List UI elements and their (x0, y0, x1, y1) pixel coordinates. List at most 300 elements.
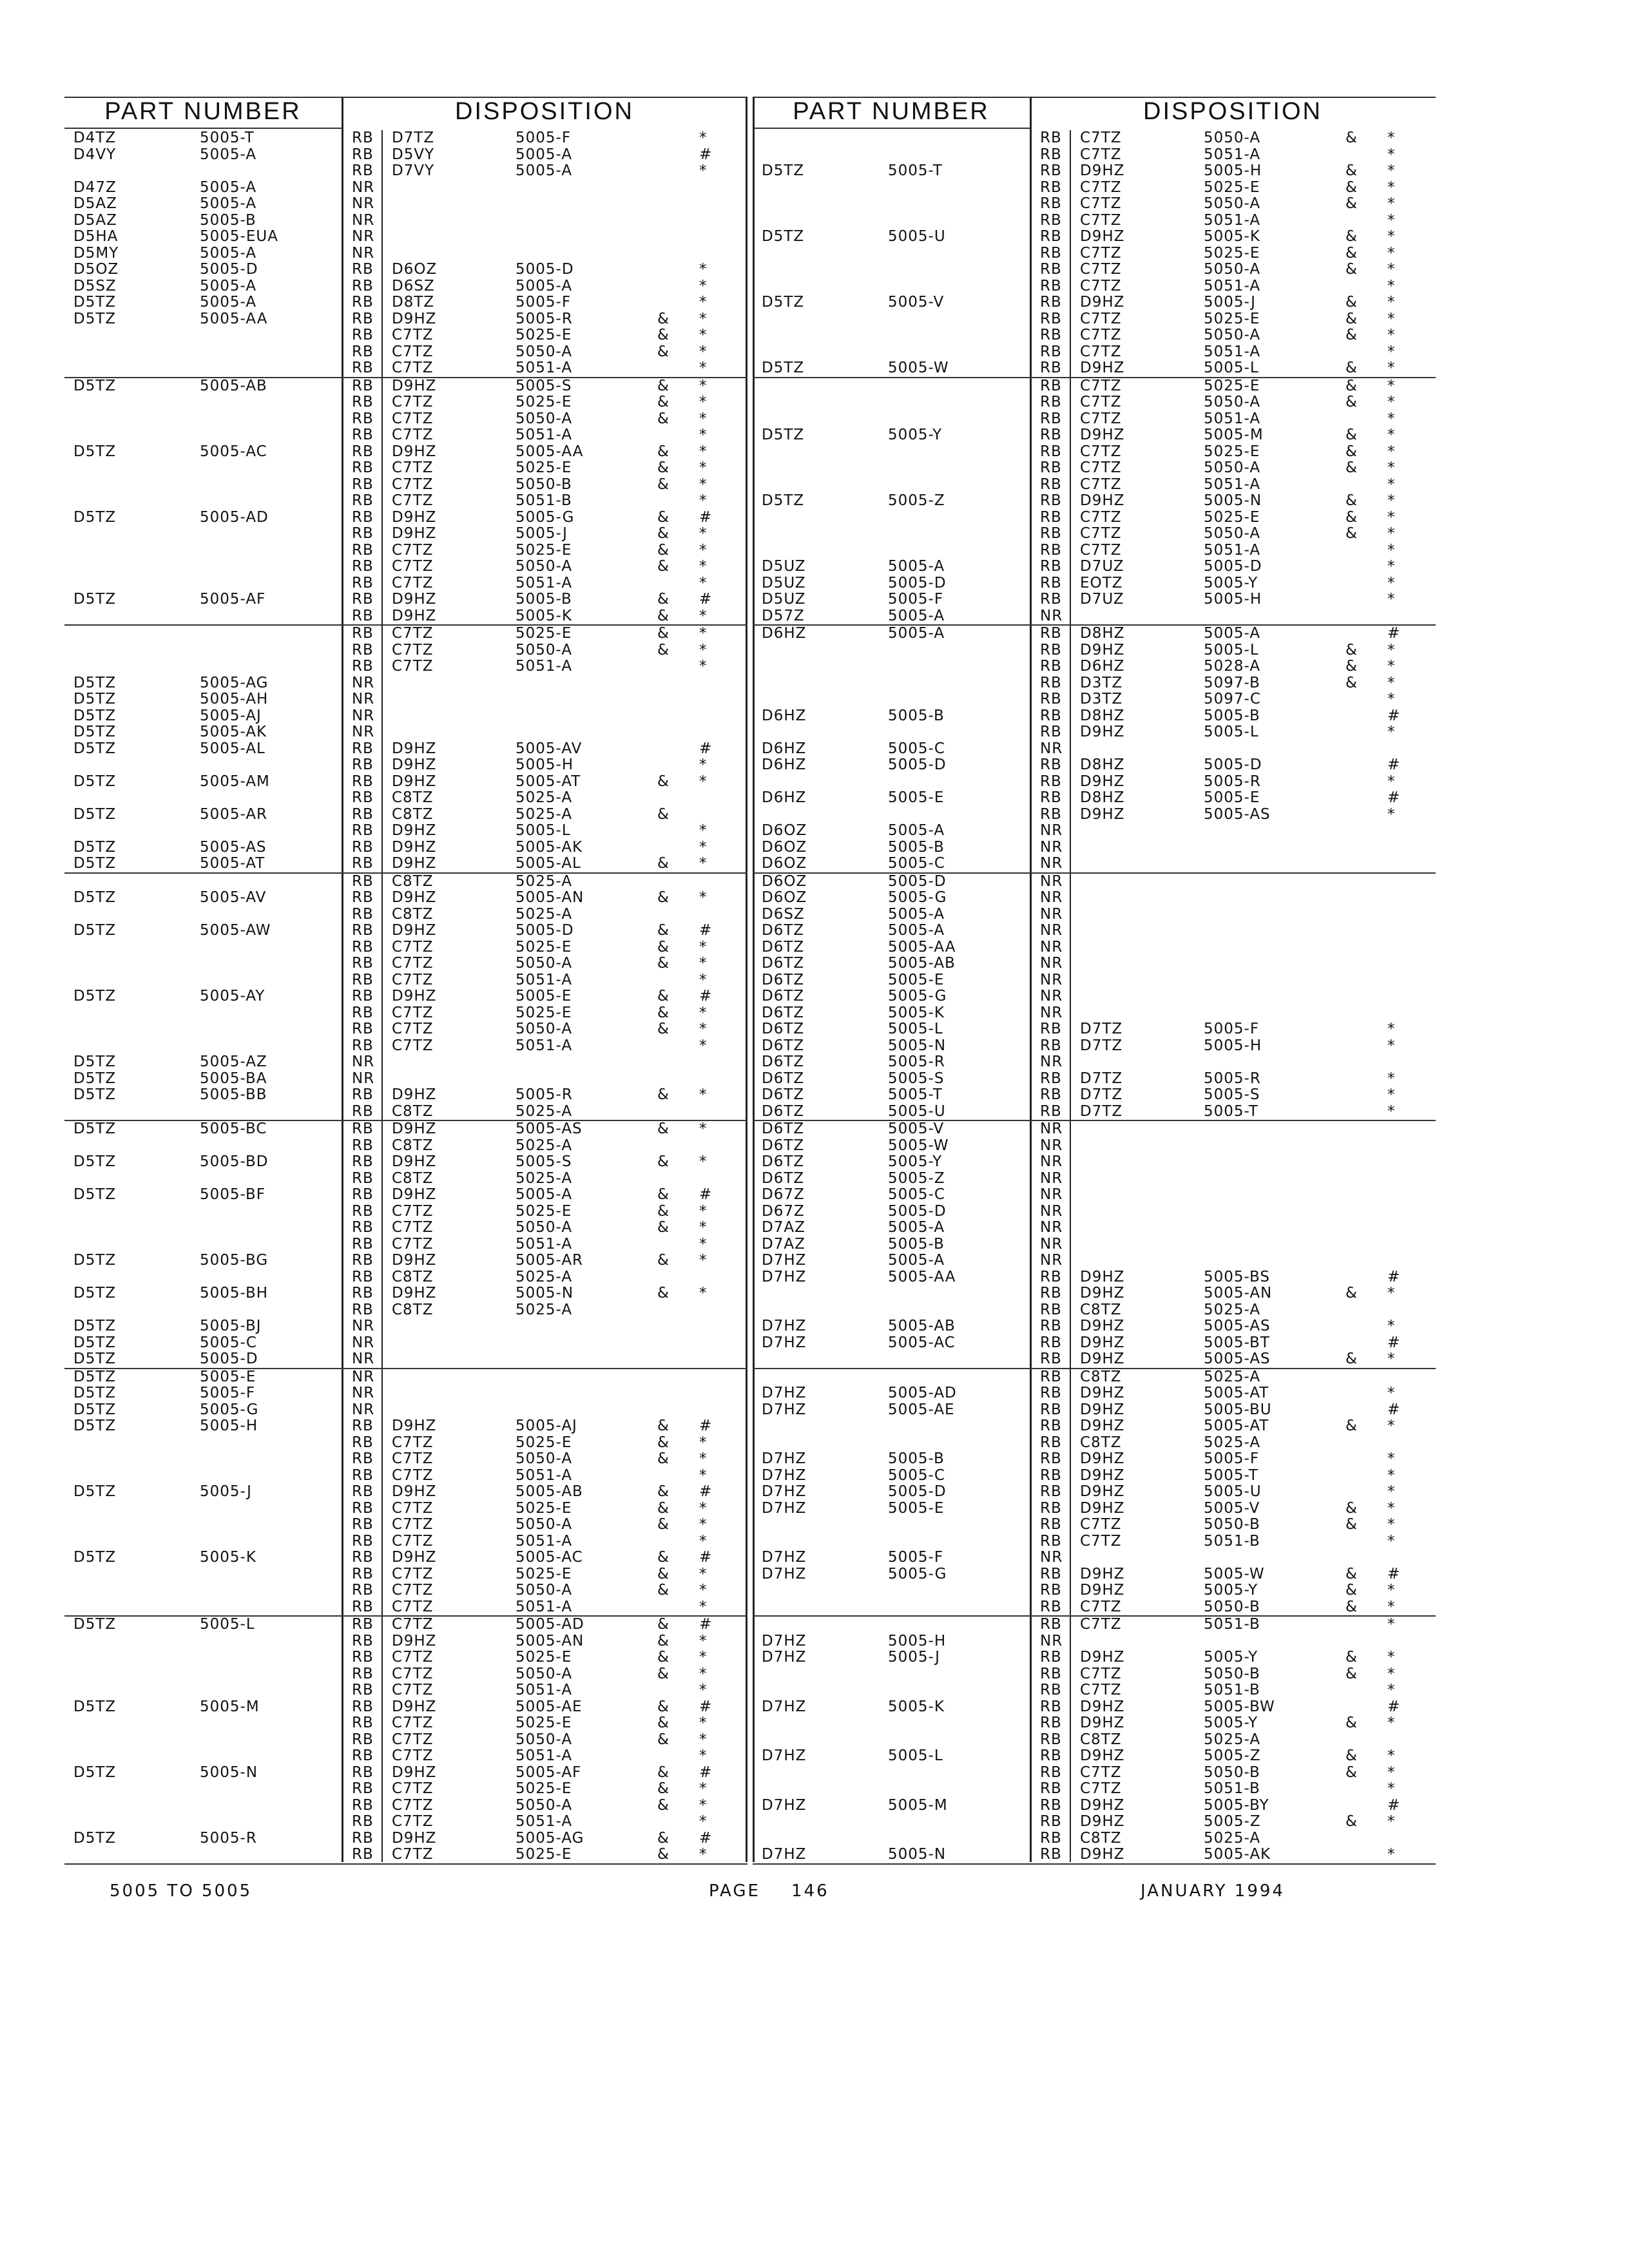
part-number-cell: 5005-A (888, 822, 945, 839)
disposition-code-cell: RB (352, 1252, 374, 1269)
model-cell: D5UZ (762, 558, 806, 575)
disposition-code-cell: RB (352, 1102, 374, 1120)
disposition-code-cell: RB (352, 1202, 374, 1220)
marker-cell: * (699, 855, 708, 872)
marker-cell: # (699, 1418, 713, 1434)
part-number-cell: 5005-AB (888, 1318, 956, 1334)
disposition-code-cell: NR (352, 1385, 375, 1401)
replacement-model-cell: C7TZ (392, 658, 434, 675)
replacement-model-cell: C7TZ (1080, 410, 1122, 427)
replacement-model-cell: D9HZ (1080, 228, 1125, 245)
replacement-part-cell: 5051-A (516, 360, 573, 376)
replacement-model-cell: D9HZ (392, 1285, 437, 1302)
part-number-cell: 5005-D (888, 1202, 947, 1220)
replacement-part-cell: 5005-M (1204, 427, 1264, 443)
part-number-cell: 5005-AM (200, 773, 270, 790)
disposition-code-cell: RB (352, 1021, 374, 1037)
replacement-model-cell: C8TZ (1080, 1434, 1122, 1451)
disposition-code-cell: RB (352, 591, 374, 608)
ampersand-flag-cell: & (1345, 394, 1358, 410)
table-row (64, 294, 747, 311)
replacement-model-cell: C7TZ (1080, 195, 1122, 212)
replacement-model-cell: D9HZ (392, 310, 437, 327)
disposition-code-cell: RB (352, 327, 374, 343)
replacement-part-cell: 5097-C (1204, 691, 1261, 707)
replacement-model-cell: C7TZ (392, 1235, 434, 1253)
part-number-cell: 5005-AS (200, 838, 267, 856)
marker-cell: * (699, 476, 708, 493)
replacement-model-cell: C7TZ (1080, 244, 1122, 262)
disposition-code-cell: RB (1040, 1682, 1062, 1698)
marker-cell: * (1387, 773, 1396, 790)
replacement-model-cell: D9HZ (392, 773, 437, 790)
disposition-code-cell: RB (352, 922, 374, 939)
part-number-cell: 5005-AT (200, 855, 265, 872)
replacement-part-cell: 5005-H (1204, 1037, 1262, 1054)
marker-cell: * (1387, 146, 1396, 163)
replacement-part-cell: 5025-E (1204, 178, 1260, 196)
disposition-code-cell: NR (352, 707, 375, 724)
ampersand-flag-cell: & (657, 443, 670, 460)
disposition-code-cell: NR (352, 1368, 375, 1385)
table-row (753, 1385, 1436, 1402)
replacement-part-cell: 5025-A (516, 872, 573, 890)
table-row (753, 1220, 1436, 1236)
table-row (753, 444, 1436, 461)
model-cell: D6OZ (762, 872, 807, 890)
replacement-model-cell: D8TZ (392, 294, 435, 311)
disposition-code-cell: RB (1040, 1334, 1062, 1351)
replacement-model-cell: C7TZ (392, 938, 434, 956)
table-row (64, 559, 747, 575)
table-row (753, 130, 1436, 147)
table-row (64, 262, 747, 278)
part-number-cell: 5005-K (888, 1698, 945, 1715)
table-row (753, 1204, 1436, 1220)
replacement-part-cell: 5005-D (516, 922, 574, 939)
replacement-model-cell: C8TZ (392, 1268, 434, 1285)
part-number-cell: 5005-Z (888, 1169, 945, 1187)
model-cell: D7HZ (762, 1252, 807, 1269)
replacement-part-cell: 5005-A (516, 146, 573, 163)
replacement-model-cell: C7TZ (1080, 394, 1122, 410)
disposition-code-cell: RB (1040, 1285, 1062, 1302)
model-cell: D5TZ (73, 1070, 117, 1087)
part-number-cell: 5005-L (888, 1747, 943, 1764)
marker-cell: # (699, 1616, 713, 1633)
part-number-header: PART NUMBER (104, 98, 302, 125)
table-row (753, 278, 1436, 295)
table-row (753, 856, 1436, 874)
model-cell: D6TZ (762, 922, 805, 939)
marker-cell: * (699, 410, 708, 427)
replacement-model-cell: C8TZ (392, 1137, 434, 1154)
disposition-code-cell: RB (352, 427, 374, 443)
model-cell: D6SZ (762, 905, 805, 923)
left-rows (64, 130, 747, 1865)
part-number-header: PART NUMBER (793, 98, 990, 125)
marker-cell: * (1387, 427, 1396, 443)
part-number-cell: 5005-U (888, 1102, 946, 1120)
table-row (753, 1699, 1436, 1716)
disposition-code-cell: RB (352, 1219, 374, 1236)
marker-cell: * (1387, 492, 1396, 509)
part-number-cell: 5005-AL (200, 740, 265, 757)
replacement-model-cell: C8TZ (1080, 1829, 1122, 1847)
disposition-code-cell: RB (352, 443, 374, 460)
model-cell: D5TZ (73, 508, 117, 526)
replacement-part-cell: 5005-AA (516, 443, 584, 460)
marker-cell: # (1387, 1401, 1401, 1418)
marker-cell: * (1387, 1285, 1396, 1302)
disposition-code-cell: RB (352, 756, 374, 773)
marker-cell: * (1387, 1665, 1396, 1682)
replacement-model-cell: D9HZ (392, 1483, 437, 1500)
table-row (64, 741, 747, 758)
part-number-cell: 5005-M (888, 1796, 948, 1814)
marker-cell: * (1387, 394, 1396, 410)
replacement-part-cell: 5005-AK (516, 838, 583, 856)
model-cell: D5TZ (73, 1334, 117, 1351)
replacement-part-cell: 5005-Y (1204, 1715, 1258, 1731)
model-cell: D67Z (762, 1202, 805, 1220)
replacement-part-cell: 5050-A (1204, 525, 1261, 542)
replacement-part-cell: 5005-BW (1204, 1698, 1275, 1715)
table-row (64, 1798, 747, 1814)
table-row (64, 1566, 747, 1583)
table-row (64, 1204, 747, 1220)
disposition-code-cell: RB (1040, 625, 1062, 642)
replacement-part-cell: 5051-A (516, 971, 573, 988)
replacement-model-cell: D7TZ (1080, 1086, 1123, 1103)
part-number-cell: 5005-A (200, 244, 257, 262)
replacement-part-cell: 5005-R (516, 310, 573, 327)
disposition-code-cell: RB (352, 162, 374, 179)
part-number-cell: 5005-C (888, 1466, 945, 1484)
marker-cell: * (699, 310, 708, 327)
replacement-part-cell: 5051-A (516, 1682, 573, 1698)
disposition-header: DISPOSITION (1143, 98, 1322, 125)
table-row (64, 1269, 747, 1286)
disposition-code-cell: RB (1040, 394, 1062, 410)
replacement-part-cell: 5005-R (516, 1086, 573, 1103)
table-row (753, 1847, 1436, 1865)
table-row (753, 262, 1436, 278)
model-cell: D5TZ (73, 707, 117, 724)
table-row (64, 493, 747, 510)
replacement-model-cell: D9HZ (392, 1549, 437, 1566)
replacement-part-cell: 5005-AS (1204, 1318, 1271, 1334)
disposition-code-cell: NR (352, 1401, 375, 1418)
table-row (64, 988, 747, 1005)
disposition-code-cell: RB (352, 889, 374, 906)
ampersand-flag-cell: & (657, 508, 670, 526)
marker-cell: * (1387, 162, 1396, 179)
disposition-code-cell: RB (1040, 1401, 1062, 1418)
disposition-code-cell: RB (352, 146, 374, 163)
disposition-code-cell: NR (1040, 855, 1063, 872)
part-number-cell: 5005-BF (200, 1186, 266, 1203)
part-number-cell: 5005-C (888, 1186, 945, 1203)
replacement-model-cell: D8HZ (1080, 625, 1125, 642)
ampersand-flag-cell: & (657, 558, 670, 575)
replacement-part-cell: 5005-Z (1204, 1747, 1261, 1764)
footer-page-label: PAGE (709, 1881, 760, 1901)
replacement-model-cell: D6OZ (392, 261, 438, 278)
table-row (64, 823, 747, 840)
replacement-part-cell: 5050-B (1204, 1598, 1260, 1615)
ampersand-flag-cell: & (1345, 1516, 1358, 1533)
replacement-model-cell: D9HZ (1080, 1334, 1125, 1351)
marker-cell: * (699, 1682, 708, 1698)
disposition-code-cell: RB (1040, 360, 1062, 376)
replacement-part-cell: 5025-A (516, 1102, 573, 1120)
ampersand-flag-cell: & (657, 1021, 670, 1037)
ampersand-flag-cell: & (1345, 244, 1358, 262)
marker-cell: # (699, 1186, 713, 1203)
part-number-cell: 5005-AR (200, 805, 268, 823)
replacement-part-cell: 5005-AT (1204, 1418, 1269, 1434)
marker-cell: * (699, 1037, 708, 1054)
marker-cell: * (699, 558, 708, 575)
replacement-part-cell: 5025-A (1204, 1731, 1261, 1748)
replacement-model-cell: C7TZ (1080, 1516, 1122, 1533)
table-row (753, 1666, 1436, 1683)
marker-cell: * (1387, 1582, 1396, 1599)
disposition-code-cell: RB (1040, 130, 1062, 146)
table-row (753, 741, 1436, 758)
replacement-part-cell: 5005-G (516, 508, 575, 526)
table-row (64, 907, 747, 923)
ampersand-flag-cell: & (657, 1202, 670, 1220)
replacement-model-cell: C7TZ (392, 1516, 434, 1533)
part-number-cell: 5005-A (200, 277, 257, 294)
part-number-cell: 5005-W (888, 1137, 949, 1154)
disposition-code-cell: RB (1040, 1450, 1062, 1467)
ampersand-flag-cell: & (1345, 525, 1358, 542)
replacement-model-cell: D7TZ (1080, 1070, 1123, 1087)
disposition-code-cell: NR (352, 724, 375, 740)
disposition-code-cell: RB (1040, 410, 1062, 427)
table-row (64, 147, 747, 164)
replacement-part-cell: 5005-T (1204, 1102, 1258, 1120)
marker-cell: * (699, 130, 708, 146)
replacement-model-cell: D9HZ (392, 822, 437, 839)
disposition-code-cell: NR (352, 1070, 375, 1087)
disposition-code-cell: RB (1040, 1731, 1062, 1748)
part-number-cell: 5005-N (200, 1763, 258, 1781)
model-cell: D5TZ (73, 1418, 117, 1434)
replacement-model-cell: C8TZ (392, 1102, 434, 1120)
marker-cell: * (699, 492, 708, 509)
part-number-cell: 5005-R (200, 1829, 257, 1847)
marker-cell: * (1387, 195, 1396, 212)
part-number-cell: 5005-D (888, 574, 947, 591)
marker-cell: * (699, 1665, 708, 1682)
replacement-model-cell: C7TZ (392, 1219, 434, 1236)
part-number-cell: 5005-C (888, 740, 945, 757)
marker-cell: * (699, 1813, 708, 1830)
left-table (64, 97, 747, 1869)
part-number-cell: 5005-L (888, 1021, 943, 1037)
marker-cell: # (1387, 1334, 1401, 1351)
marker-cell: * (1387, 1021, 1396, 1037)
model-cell: D7HZ (762, 1466, 807, 1484)
table-row (64, 1418, 747, 1435)
table-row (753, 724, 1436, 741)
replacement-model-cell: D9HZ (1080, 1450, 1125, 1467)
replacement-part-cell: 5051-A (516, 1598, 573, 1615)
disposition-code-cell: RB (352, 1004, 374, 1021)
ampersand-flag-cell: & (1345, 1715, 1358, 1731)
model-cell: D6TZ (762, 938, 805, 956)
marker-cell: * (699, 1153, 708, 1170)
ampersand-flag-cell: & (657, 1153, 670, 1170)
table-row (753, 1831, 1436, 1847)
replacement-model-cell: D6SZ (392, 277, 435, 294)
replacement-model-cell: D9HZ (392, 525, 437, 542)
model-cell: D5TZ (73, 1120, 117, 1137)
marker-cell: * (699, 1086, 708, 1103)
table-row (64, 1021, 747, 1038)
part-number-cell: 5005-AZ (200, 1053, 267, 1070)
replacement-part-cell: 5005-BT (1204, 1334, 1270, 1351)
marker-cell: * (1387, 1466, 1396, 1484)
model-cell: D7HZ (762, 1846, 807, 1863)
disposition-code-cell: RB (352, 1698, 374, 1715)
table-row (753, 1582, 1436, 1599)
replacement-part-cell: 5005-S (516, 377, 572, 394)
ampersand-flag-cell: & (657, 855, 670, 872)
ampersand-flag-cell: & (657, 1796, 670, 1814)
table-row (753, 294, 1436, 311)
replacement-part-cell: 5051-B (1204, 1780, 1260, 1797)
table-row (753, 1171, 1436, 1187)
table-row (64, 526, 747, 543)
replacement-model-cell: C7TZ (392, 1813, 434, 1830)
replacement-part-cell: 5051-A (516, 1235, 573, 1253)
replacement-model-cell: C7TZ (1080, 146, 1122, 163)
disposition-code-cell: RB (352, 1434, 374, 1451)
replacement-part-cell: 5051-B (1204, 1532, 1260, 1550)
table-row (753, 394, 1436, 411)
replacement-part-cell: 5025-E (1204, 508, 1260, 526)
table-row (753, 229, 1436, 245)
ampersand-flag-cell: & (1345, 178, 1358, 196)
model-cell: D7HZ (762, 1385, 807, 1401)
part-number-cell: 5005-EUA (200, 228, 278, 245)
part-number-cell: 5005-AD (888, 1385, 957, 1401)
table-row (753, 1435, 1436, 1452)
replacement-part-cell: 5005-Z (1204, 1813, 1261, 1830)
model-cell: D5TZ (73, 1252, 117, 1269)
disposition-code-cell: NR (1040, 988, 1063, 1004)
table-row (64, 444, 747, 461)
replacement-part-cell: 5050-A (516, 1796, 573, 1814)
model-cell: D5TZ (762, 427, 805, 443)
table-row (64, 856, 747, 874)
model-cell: D6OZ (762, 822, 807, 839)
marker-cell: * (1387, 1846, 1396, 1863)
disposition-code-cell: RB (352, 1450, 374, 1467)
marker-cell: * (699, 1219, 708, 1236)
model-cell: D5TZ (762, 228, 805, 245)
model-cell: D5TZ (73, 674, 117, 691)
replacement-model-cell: D9HZ (392, 1418, 437, 1434)
marker-cell: * (1387, 1037, 1396, 1054)
replacement-model-cell: C7TZ (1080, 1598, 1122, 1615)
ampersand-flag-cell: & (1345, 508, 1358, 526)
marker-cell: * (699, 1632, 708, 1649)
replacement-model-cell: D9HZ (1080, 1813, 1125, 1830)
ampersand-flag-cell: & (657, 541, 670, 559)
disposition-code-cell: RB (352, 1516, 374, 1533)
replacement-part-cell: 5050-A (516, 558, 573, 575)
replacement-part-cell: 5005-AR (516, 1252, 584, 1269)
table-row (753, 988, 1436, 1005)
part-number-cell: 5005-Z (888, 492, 945, 509)
part-number-cell: 5005-AB (888, 955, 956, 972)
disposition-code-cell: RB (352, 394, 374, 410)
part-number-cell: 5005-AB (200, 377, 267, 394)
ampersand-flag-cell: & (1345, 162, 1358, 179)
model-cell: D6TZ (762, 1086, 805, 1103)
replacement-model-cell: D7VY (392, 162, 435, 179)
marker-cell: # (699, 1829, 713, 1847)
table-row (753, 1533, 1436, 1550)
ampersand-flag-cell: & (657, 1649, 670, 1666)
marker-cell: * (699, 525, 708, 542)
table-row (64, 1599, 747, 1617)
marker-cell: * (1387, 658, 1396, 675)
table-row (64, 608, 747, 626)
table-row (64, 840, 747, 856)
part-number-cell: 5005-AA (200, 310, 268, 327)
disposition-code-cell: RB (352, 625, 374, 642)
replacement-part-cell: 5025-A (516, 1268, 573, 1285)
replacement-model-cell: D9HZ (392, 1153, 437, 1170)
marker-cell: * (699, 1499, 708, 1517)
part-number-cell: 5005-A (888, 1252, 945, 1269)
replacement-part-cell: 5025-E (516, 1846, 572, 1863)
replacement-model-cell: D9HZ (392, 377, 437, 394)
table-row (753, 1599, 1436, 1617)
marker-cell: * (699, 541, 708, 559)
replacement-model-cell: C7TZ (1080, 327, 1122, 343)
marker-cell: * (1387, 541, 1396, 559)
ampersand-flag-cell: & (657, 1780, 670, 1797)
part-number-cell: 5005-B (888, 1235, 945, 1253)
table-row (753, 626, 1436, 642)
model-cell: D6OZ (762, 838, 807, 856)
replacement-part-cell: 5025-A (1204, 1368, 1261, 1385)
replacement-model-cell: D5VY (392, 146, 435, 163)
part-number-cell: 5005-AC (888, 1334, 956, 1351)
table-row (753, 1054, 1436, 1071)
model-cell: D5TZ (73, 691, 117, 707)
disposition-code-cell: RB (1040, 558, 1062, 575)
model-cell: D7HZ (762, 1565, 807, 1582)
disposition-code-cell: NR (352, 228, 375, 245)
ampersand-flag-cell: & (657, 1120, 670, 1137)
disposition-code-cell: RB (352, 343, 374, 360)
replacement-model-cell: C7TZ (392, 492, 434, 509)
replacement-model-cell: C7TZ (1080, 277, 1122, 294)
replacement-part-cell: 5051-A (516, 1813, 573, 1830)
table-row (64, 1236, 747, 1253)
part-number-cell: 5005-C (888, 855, 945, 872)
replacement-part-cell: 5051-A (516, 658, 573, 675)
